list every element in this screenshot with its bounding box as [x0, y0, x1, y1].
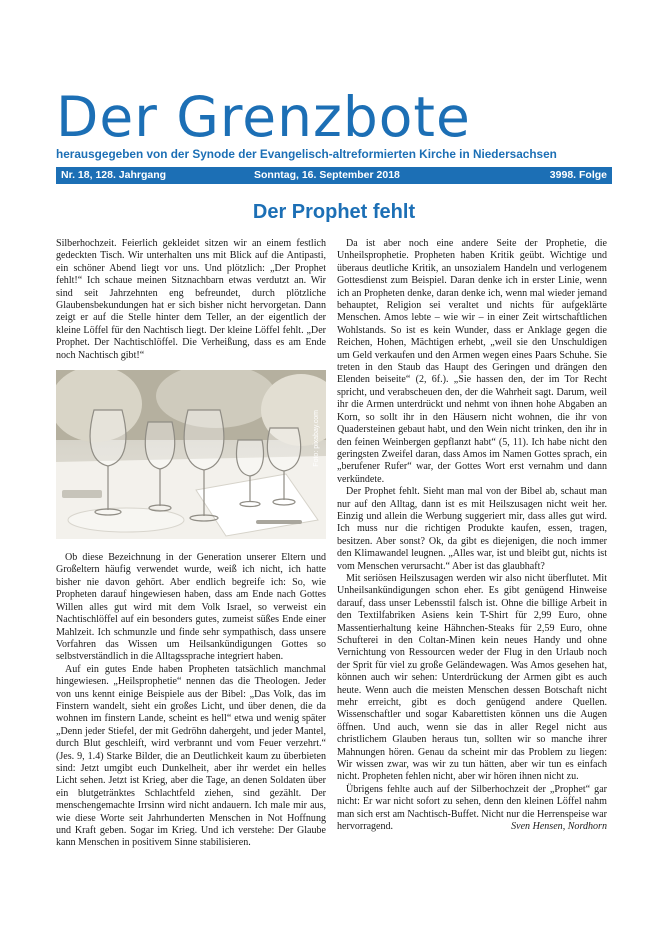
article-paragraph	[337, 784, 607, 834]
issue-sequence: 3998. Folge	[549, 169, 607, 181]
article-right-column	[337, 238, 607, 834]
article-paragraph: Auf ein gutes Ende haben Propheten tatsächlich manchmal hingewiesen. „Heilsprophetie“ nennen das die Theologen. Jeder von uns kennt einige Beispiele aus der Bibel: „Das Volk, das im Finstern wandelt, sieht ein großes Licht, und über denen, die da wohnen im finstern Lande, scheint es hell“ etwa und wenig später „Denn jeder Stiefel, der mit Gedröhn dahergeht, und jeder Mantel, durch Blut geschleift, wird verbrannt und vom Feuer verzehrt.“ (Jes. 9, 1.4) Starke Bilder, die an Deutlichkeit kaum zu überbieten sind: Jetzt umgibt euch Dunkelheit, aber ihr werdet ein helles Licht sehen. Jetzt ist Krieg, aber die Tage, an denen Soldaten über ein blutgetränktes Schlachtfeld ziehen, sind gezählt. Der menschengemachte Irrsinn wird nicht andauern. Ich male mir aus, wie diese Worte seit Jahrhunderten Menschen in Not Hoffnung und Kraft geben. Sogar im Krieg. Und ich verstehe: Der Glaube kann Menschen in positivem Sinne stabilisieren.	[56, 663, 326, 849]
photo-credit: Foto: pixabay.com	[312, 410, 320, 467]
wine-glasses-illustration	[56, 370, 326, 539]
author-signature: Sven Hensen, Nordhorn	[511, 821, 607, 833]
article-paragraph: Ob diese Bezeichnung in der Generation unserer Eltern und Großeltern häufig verwendet wurde, weiß ich nicht, ich hatte bisher nie davon gehört. Aber endlich begreife ich: So, wie Propheten darauf hingewiesen haben, dass am Ende nach Gottes Willen alles gut wird mit dem Volk Israel, so verweist ein Nachtischlöffel auf ein besonders gutes, zumeist süßes Ende einer Mahlzeit. Ich schmunzle und finde sehr sympathisch, dass unsere Vorfahren das Wissen um Heilsankündigungen Gottes so selbstverständlich in die Alltagssprache integriert haben.	[56, 552, 326, 663]
article-paragraph: Mit seriösen Heilszusagen werden wir also nicht überflutet. Mit Unheilsankündigungen schon eher. Es gibt genügend Hinweise darauf, dass unser Lebensstil falsch ist. Ohne die billige Arbeit in den Textilfabriken Asiens kein T-Shirt für 2,99 Euro, ohne Massentierhaltung keine Hähnchen-Steaks für 2,59 Euro, ohne Schufterei in den Coltan-Minen kein neues Handy und ohne Vernichtung von Ressourcen weder der Flug in den Urlaub noch der Sprit für viel zu große Geländewagen. Was Amos gesehen hat, können auch wir sehen: Unterdrückung der Armen gibt es auch heute. Wenn auch die meisten Menschen dessen Botschaft nicht mehr erreicht, gibt es doch genügend andere Quellen. Wissenschaftler und sogar Kabarettisten können uns die Augen öffnen. Und auch, wenn sie das in aller Regel nicht aus christlichem Glauben heraus tun, sollten wir so manche ihrer Mahnungen hören. Genau da scheint mir das Problem zu liegen: Wir wissen zwar, was wir zu tun hätten, aber wir tun es einfach nicht. Propheten fehlen nicht, aber wir hören ihnen nicht zu.	[337, 572, 607, 783]
issue-date: Sonntag, 16. September 2018	[254, 169, 400, 181]
article-paragraph: Da ist aber noch eine andere Seite der Prophetie, die Unheilsprophetie. Propheten haben Kritik geübt. Wichtige und überaus deutliche Kritik, an unsozialem Handeln und verlogenem Gottesdienst zum Beispiel. Daran denke ich in erster Linie, wenn ich an Propheten denke, daran denke ich, wenn mal wieder jemand behauptet, Religion sei veraltet und nichts für aufgeklärte Menschen. Amos lebte – wie wir – in einer Zeit wirtschaftlichen Wohlstands. So ist es kein Wunder, dass er Anklage gegen die Reichen, Hohen, Mächtigen erhebt, „weil sie den Unschuldigen um Geld verkaufen und den Armen wegen eines Paars Schuhe. Sie treten in den Staub das Haupt des Geringen und drängen den Elenden beiseite“ (2, 6f.). „Sie hassen den, der im Tor Recht spricht, und verabscheuen den, der die Wahrheit sagt. Darum, weil ihr die Armen unterdrückt und nehmt von ihnen hohe Abgaben an Korn, so sollt ihr in den Häusern nicht wohnen, die ihr von Quadersteinen gebaut habt, und den Wein nicht trinken, den ihr in den feinen Weinbergen gepflanzt habt“ (5, 11). Ich habe nicht den geringsten Zweifel daran, dass Amos im Namen Gottes sprach, ein „berufener Rufer“ war, der Gottes Wort erst vernahm und dann verkündete.	[337, 238, 607, 485]
article-headline: Der Prophet fehlt	[252, 201, 416, 223]
article-paragraph: Silberhochzeit. Feierlich gekleidet sitzen wir an einem festlich gedeckten Tisch. Wir unterhalten uns mit Blick auf die Antipasti, ein schöner Abend liegt vor uns. Und plötzlich: „Der Prophet fehlt!“ Ich schaue meinen Sitznachbarn etwas verdutzt an. Wir sind seit Jahrzehnten eng befreundet, durch plötzliche Glaubensbekundungen hat er sich bisher nicht hervorgetan. Dann zeigt er auf die Stelle hinter dem Teller, an der eigentlich der kleine Löffel für den Nachtisch liegt. Der kleine Löffel fehlt. „Der Prophet. Der Nachtischlöffel. Die Verheißung, dass es am Ende noch Nachtisch gibt!“	[56, 238, 326, 361]
masthead-subtitle: herausgegeben von der Synode der Evangelisch-altreformierten Kirche in Niedersachsen	[56, 147, 557, 161]
article-paragraph: Der Prophet fehlt. Sieht man mal von der Bibel ab, schaut man nur auf den Alltag, dann ist es mit Heilszusagen nicht weit her. Einzig und allein die Werbung suggeriert mir, dass alles gut wird. Ich muss nur die richtigen Produkte kaufen, essen, tragen, besitzen. Aber sonst? Ok, da gibt es diejenigen, die noch immer den Klimawandel leugnen. „Alles war, ist und bleibt gut, nichts ist vom Menschen verursacht.“ Aber ist das glaubhaft?	[337, 486, 607, 572]
issue-info-bar	[56, 167, 612, 184]
article-left-column	[56, 238, 326, 850]
issue-number: Nr. 18, 128. Jahrgang	[61, 169, 167, 181]
table-setting-photo	[56, 370, 326, 539]
closing-paragraph-text: Übrigens fehlte auch auf der Silberhochzeit der „Prophet“ gar nicht: Er war nicht sofort zu sehen, denn den kleinen Löffel nahm man sich erst am Nachtisch-Buffet. Nicht nur die Herrenspeise war hervorragend.	[337, 783, 607, 833]
masthead-title: Der Grenzbote	[56, 85, 471, 149]
